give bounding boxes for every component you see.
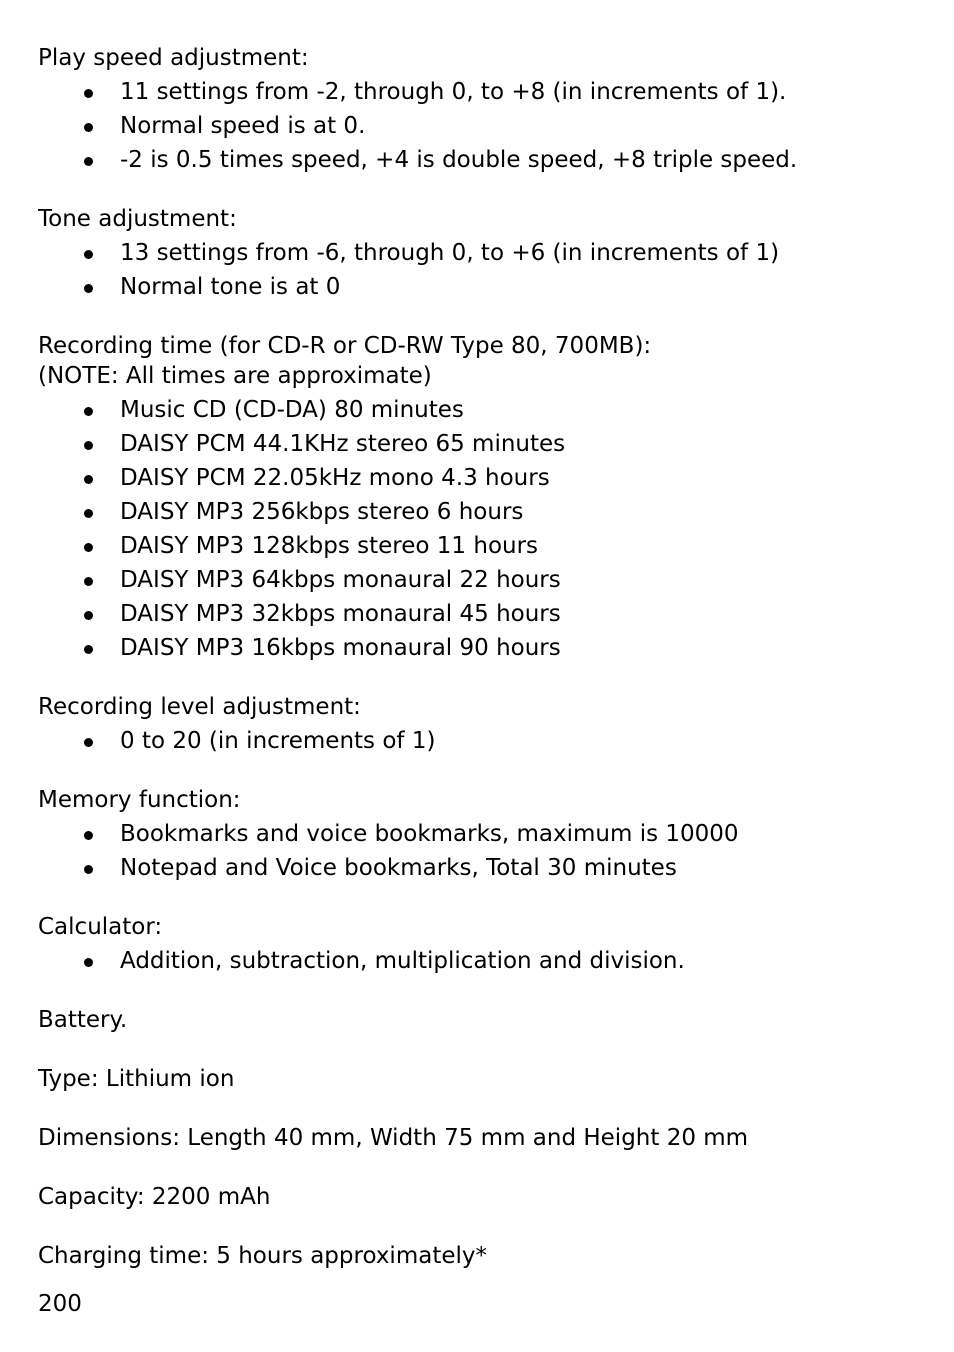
battery-capacity: Capacity: 2200 mAh xyxy=(38,1184,271,1210)
list-item xyxy=(38,429,918,463)
bullet-icon xyxy=(84,577,93,586)
list-item xyxy=(38,633,918,667)
bullet-icon xyxy=(84,738,93,747)
list-item xyxy=(38,819,918,853)
bullet-list xyxy=(38,395,918,667)
list-item-text: DAISY PCM 44.1KHz stereo 65 minutes xyxy=(120,431,566,457)
section-note: (NOTE: All times are approximate) xyxy=(38,363,432,389)
list-item xyxy=(38,565,918,599)
list-item-text: DAISY MP3 32kbps monaural 45 hours xyxy=(120,601,561,627)
list-item xyxy=(38,726,918,760)
list-item xyxy=(38,497,918,531)
bullet-icon xyxy=(84,89,93,98)
list-item-text: DAISY PCM 22.05kHz mono 4.3 hours xyxy=(120,465,550,491)
list-item-text: Bookmarks and voice bookmarks, maximum is 10000 xyxy=(120,821,739,847)
bullet-icon xyxy=(84,441,93,450)
bullet-icon xyxy=(84,958,93,967)
bullet-list xyxy=(38,238,918,306)
bullet-icon xyxy=(84,645,93,654)
list-item xyxy=(38,946,918,980)
section-heading: Recording time (for CD-R or CD-RW Type 80, 700MB): xyxy=(38,333,652,359)
list-item xyxy=(38,272,918,306)
document-page xyxy=(38,43,918,1271)
bullet-icon xyxy=(84,157,93,166)
bullet-icon xyxy=(84,865,93,874)
list-item-text: Addition, subtraction, multiplication and division. xyxy=(120,948,685,974)
list-item-text: Notepad and Voice bookmarks, Total 30 minutes xyxy=(120,855,677,881)
bullet-icon xyxy=(84,407,93,416)
section-heading: Calculator: xyxy=(38,914,163,940)
list-item-text: DAISY MP3 256kbps stereo 6 hours xyxy=(120,499,524,525)
calculator-section xyxy=(38,912,918,980)
battery-dimensions: Dimensions: Length 40 mm, Width 75 mm and Height 20 mm xyxy=(38,1125,749,1151)
list-item-text: DAISY MP3 64kbps monaural 22 hours xyxy=(120,567,561,593)
list-item xyxy=(38,238,918,272)
list-item xyxy=(38,463,918,497)
tone-section xyxy=(38,204,918,306)
bullet-list xyxy=(38,726,918,760)
bullet-list xyxy=(38,946,918,980)
list-item xyxy=(38,145,918,179)
memory-section xyxy=(38,785,918,887)
list-item xyxy=(38,599,918,633)
bullet-icon xyxy=(84,250,93,259)
list-item-text: DAISY MP3 128kbps stereo 11 hours xyxy=(120,533,539,559)
battery-type: Type: Lithium ion xyxy=(38,1066,235,1092)
bullet-icon xyxy=(84,611,93,620)
bullet-list xyxy=(38,819,918,887)
list-item xyxy=(38,111,918,145)
page-number: 200 xyxy=(38,1291,82,1317)
list-item-text: Music CD (CD-DA) 80 minutes xyxy=(120,397,464,423)
bullet-icon xyxy=(84,831,93,840)
section-heading: Tone adjustment: xyxy=(38,206,237,232)
list-item-text: 0 to 20 (in increments of 1) xyxy=(120,728,436,754)
bullet-list xyxy=(38,77,918,179)
battery-charging-time: Charging time: 5 hours approximately* xyxy=(38,1243,487,1269)
bullet-icon xyxy=(84,543,93,552)
section-heading: Play speed adjustment: xyxy=(38,45,309,71)
list-item-text: DAISY MP3 16kbps monaural 90 hours xyxy=(120,635,561,661)
list-item xyxy=(38,853,918,887)
bullet-icon xyxy=(84,509,93,518)
list-item xyxy=(38,531,918,565)
section-heading: Battery. xyxy=(38,1007,128,1033)
battery-section xyxy=(38,1005,918,1271)
list-item xyxy=(38,77,918,111)
section-heading: Memory function: xyxy=(38,787,241,813)
recording-time-section xyxy=(38,331,918,667)
list-item-text: Normal tone is at 0 xyxy=(120,274,341,300)
list-item-text: 11 settings from -2, through 0, to +8 (in increments of 1). xyxy=(120,79,787,105)
list-item-text: -2 is 0.5 times speed, +4 is double speed, +8 triple speed. xyxy=(120,147,798,173)
play-speed-section xyxy=(38,43,918,179)
section-heading: Recording level adjustment: xyxy=(38,694,361,720)
bullet-icon xyxy=(84,284,93,293)
list-item xyxy=(38,395,918,429)
list-item-text: Normal speed is at 0. xyxy=(120,113,366,139)
bullet-icon xyxy=(84,475,93,484)
recording-level-section xyxy=(38,692,918,760)
list-item-text: 13 settings from -6, through 0, to +6 (in increments of 1) xyxy=(120,240,780,266)
bullet-icon xyxy=(84,123,93,132)
